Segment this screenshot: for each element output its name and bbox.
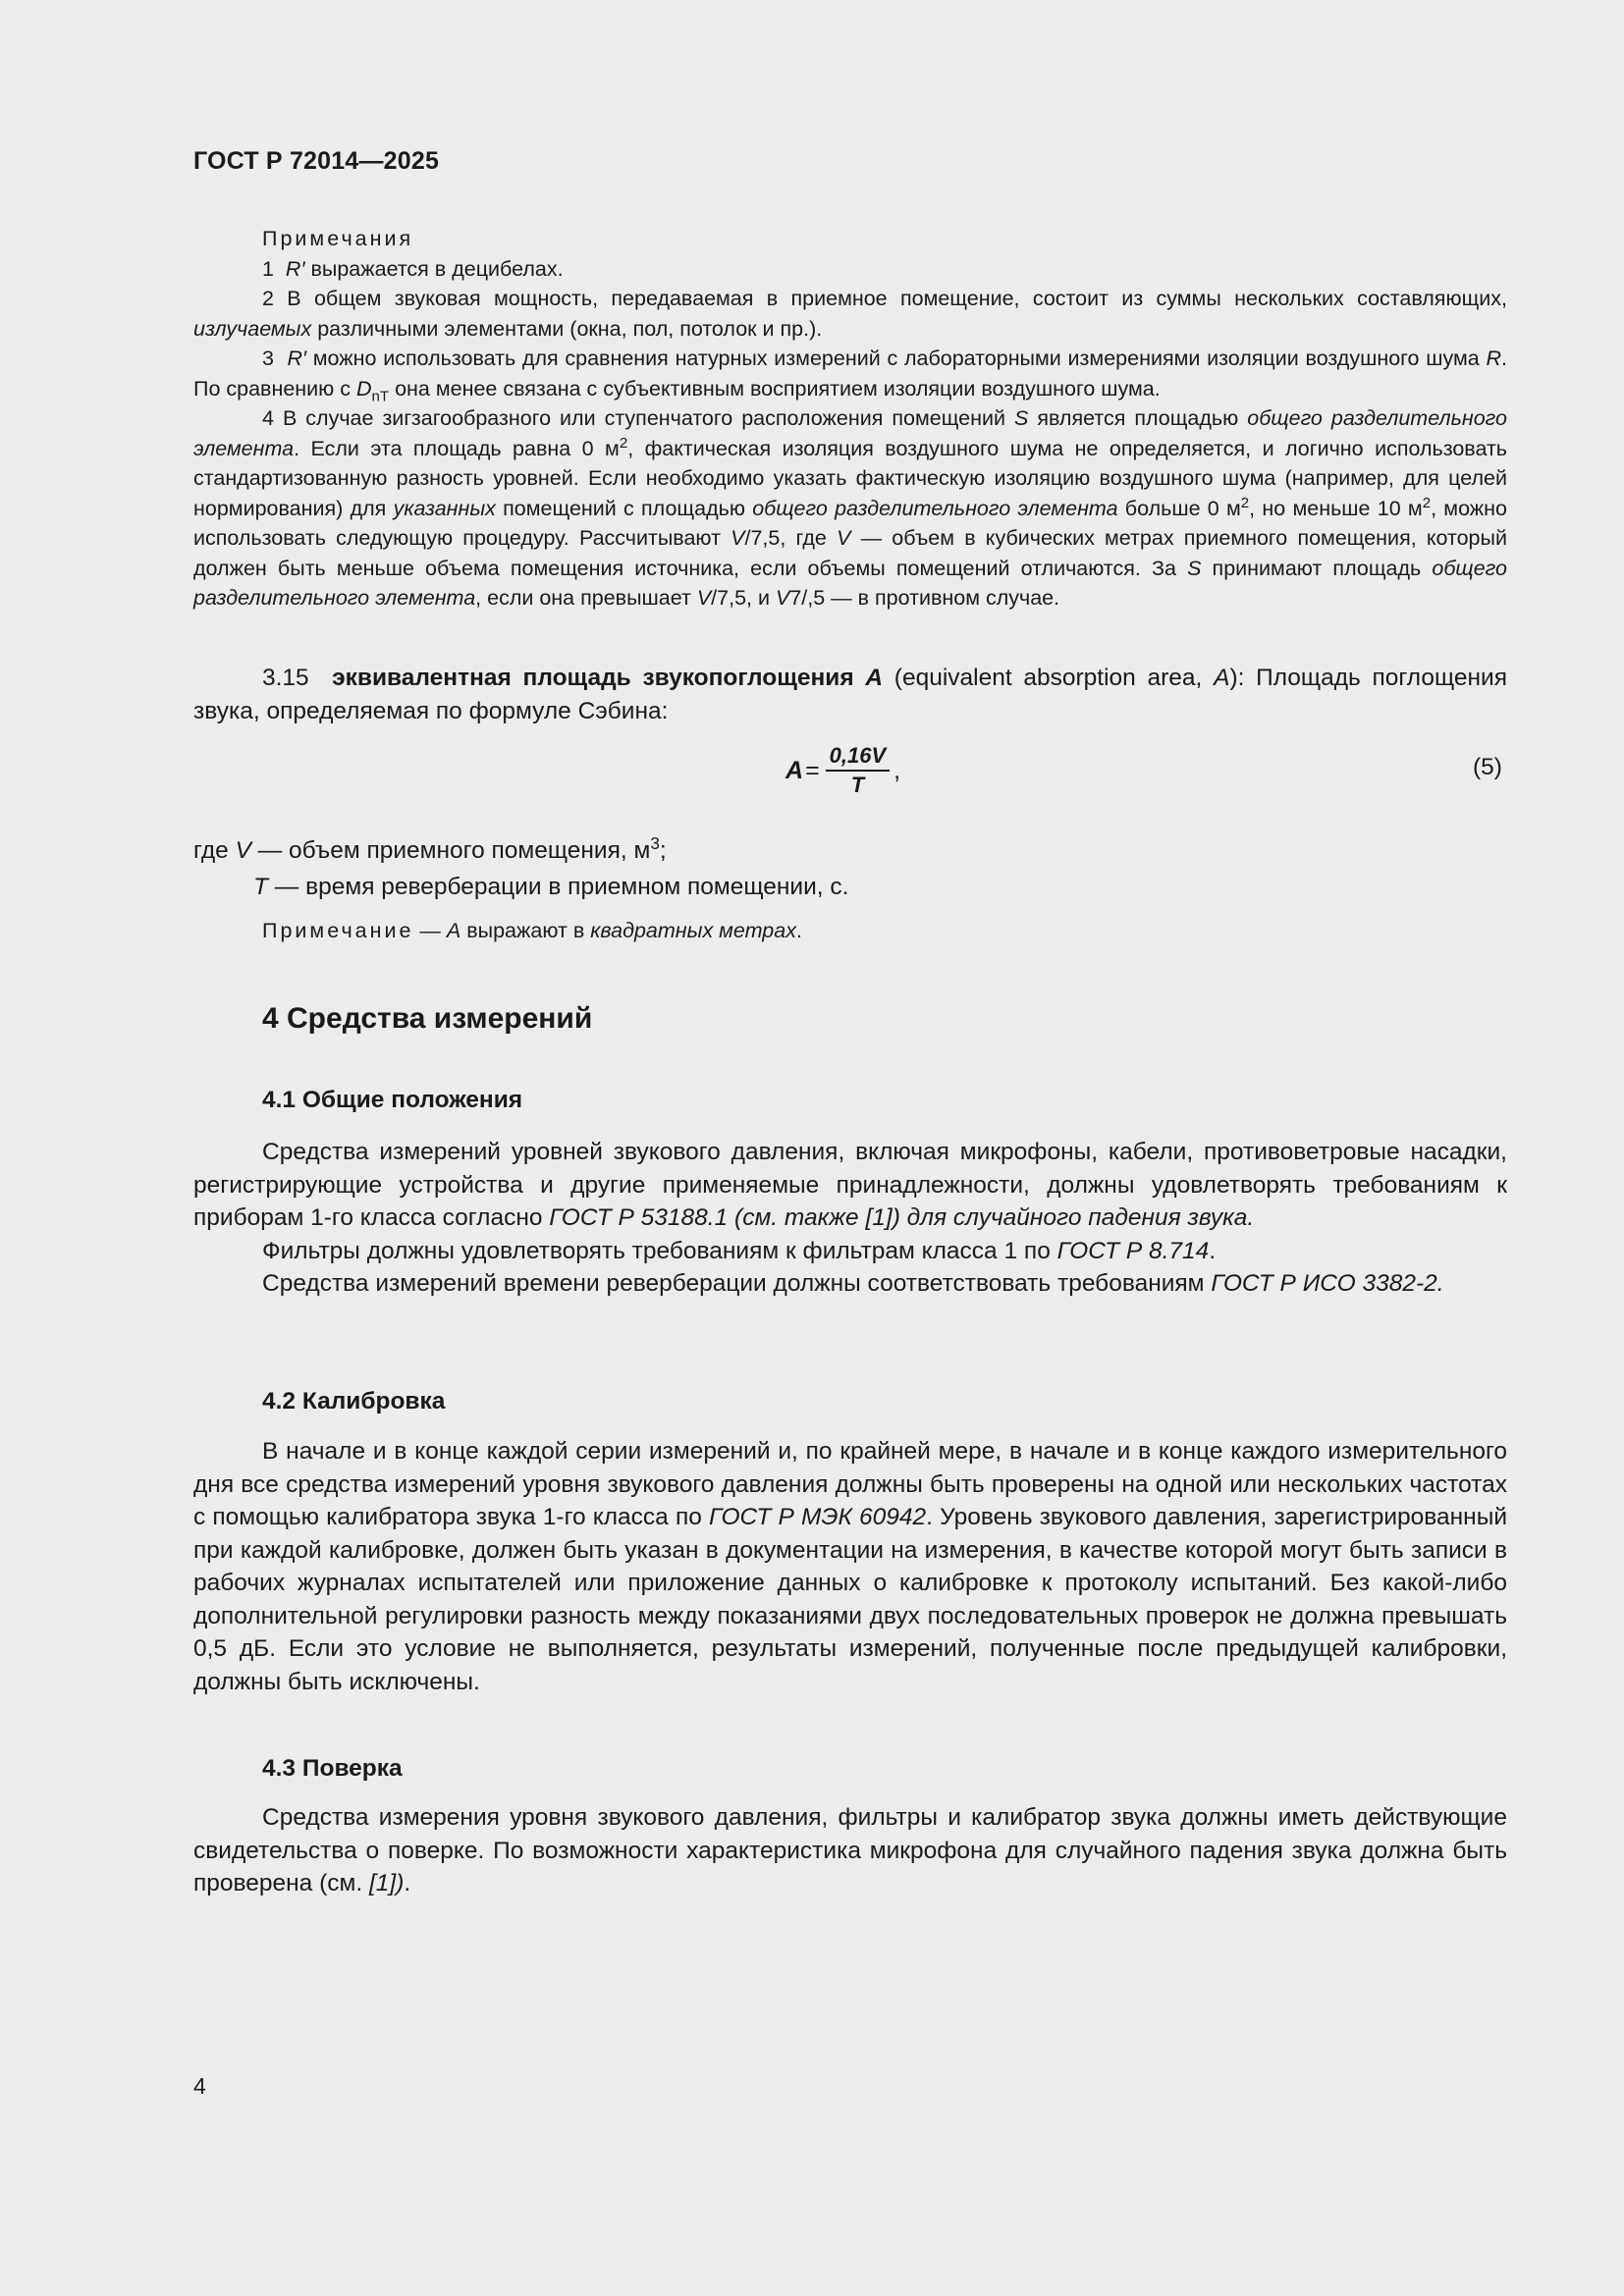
- formula-fraction: $\frac{0,16V}{T}$: [826, 743, 891, 798]
- where-line-2: T — время реверберации в приемном помещении, с.: [253, 874, 849, 900]
- notes-title: Примечания: [262, 227, 414, 250]
- where-line-1: где V — объем приемного помещения, $м^3$;: [193, 832, 667, 864]
- section-4-title: 4 Средства измерений: [262, 1002, 593, 1035]
- section-4-2-title: 4.2 Калибровка: [262, 1388, 446, 1415]
- section-4-1-body: Средства измерений уровней звукового давления, включая микрофоны, кабели, противоветровые насадки, регистрирующие устройства и другие применяемые принадлежности, должны удовлетворять требованиям к приборам 1-го класса согласно ГОСТ Р 53188.1 (см. также [1]) для случайного падения звука. Фильтры должны удовлетворять требованиям к фильтрам класса 1 по ГОСТ Р 8.714. Средства измерений времени реверберации должны соответствовать требованиям ГОСТ Р ИСО 3382-2.: [193, 1139, 1507, 1297]
- equation-number: (5): [1473, 754, 1502, 780]
- section-4-3-body: Средства измерения уровня звукового давления, фильтры и калибратор звука должны иметь действующие свидетельства о поверке. По возможности характеристика микрофона для случайного падения звука должна быть проверена (см. [1]).: [193, 1804, 1507, 1896]
- notes-block: [193, 224, 1507, 614]
- document-code-header: ГОСТ Р 72014—2025: [193, 147, 440, 175]
- note-3-15: Примечание — A выражают в квадратных метрах.: [262, 919, 802, 942]
- note-4: 4 В случае зигзагообразного или ступенчатого расположения помещений S является площадью общего разделительного элемента. Если эта площадь равна 0 $м^2$, фактическая изоляция воздушного шума не определяется, и логично использовать стандартизованную разность уровней. Если необходимо указать фактическую изоляцию воздушного шума (например, для целей нормирования) для указанных помещений с площадью общего разделительного элемента больше 0 $м^2$, но меньше 10 $м^2$, можно использовать следующую процедуру. Рассчитывают V/7,5, где V — объем в кубических метрах приемного помещения, который должен быть меньше объема помещения источника, если объемы помещений отличаются. За S принимают площадь общего разделительного элемента, если она превышает V/7,5, и V7/,5 — в противном случае.: [193, 406, 1507, 610]
- definition-3-15: 3.15 эквивалентная площадь звукопоглощения A (equivalent absorption area, A): Площадь поглощения звука, определяемая по формуле Сэбина:: [193, 665, 1507, 724]
- section-4-3-title: 4.3 Поверка: [262, 1755, 403, 1782]
- note-1: 1 R′ выражается в децибелах.: [262, 256, 564, 281]
- note-2: 2 В общем звуковая мощность, передаваемая в приемное помещение, состоит из суммы нескольких составляющих, излучаемых различными элементами (окна, пол, потолок и пр.).: [193, 287, 1507, 341]
- note-3: 3 R′ можно использовать для сравнения натурных измерений с лабораторными измерениями изоляции воздушного шума R. По сравнению с $D_{nT}$ она менее связана с субъективным восприятием изоляции воздушного шума.: [193, 347, 1507, 404]
- section-4-2-body: В начале и в конце каждой серии измерений и, по крайней мере, в начале и в конце каждого измерительного дня все средства измерений уровня звукового давления должны быть проверены на одной или нескольких частотах с помощью калибратора звука 1-го класса по ГОСТ Р МЭК 60942. Уровень звукового давления, зарегистрированный при каждой калибровке, должен быть указан в документации на измерения, в качестве которой могут быть записи в рабочих журналах испытателей или приложение данных о калибровке к протоколу испытаний. Без какой-либо дополнительной регулировки разность между показаниями двух последовательных проверок не должна превышать 0,5 дБ. Если это условие не выполняется, результаты измерений, полученные после предыдущей калибровки, должны быть исключены.: [193, 1438, 1507, 1695]
- page-number: 4: [193, 2073, 206, 2099]
- formula-5: A = $\frac{0,16V}{T}$ ,: [785, 743, 901, 797]
- section-4-1-title: 4.1 Общие положения: [262, 1087, 523, 1113]
